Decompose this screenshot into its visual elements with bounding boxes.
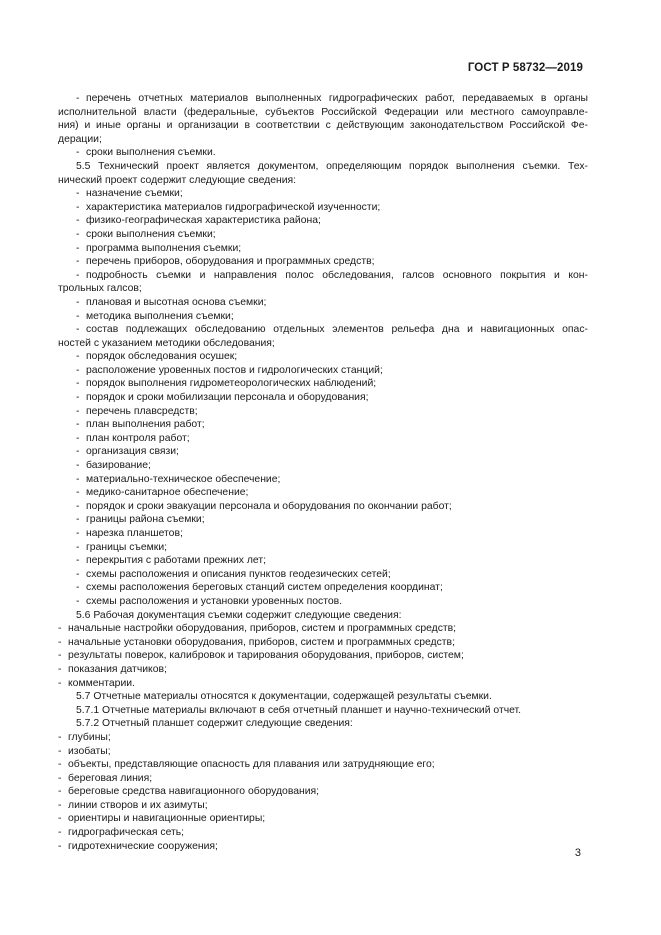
- document-body: [58, 92, 588, 853]
- text-line: 5.7 Отчетные материалы относятся к документации, содержащей результаты съемки.: [76, 691, 492, 703]
- list-item: [58, 677, 588, 691]
- list-dash: -: [76, 364, 80, 376]
- text-line: границы района съемки;: [86, 514, 205, 526]
- list-item: [58, 146, 588, 160]
- list-dash: -: [76, 514, 80, 526]
- text-line: методика выполнения съемки;: [86, 310, 234, 322]
- list-item: [58, 636, 588, 650]
- list-item: [58, 255, 588, 269]
- list-dash: -: [76, 405, 80, 417]
- list-item: [58, 310, 588, 324]
- text-line: изобаты;: [68, 745, 111, 757]
- list-dash: -: [58, 759, 62, 771]
- list-dash: -: [76, 310, 80, 322]
- list-dash: -: [76, 568, 80, 580]
- list-item-continuation: [58, 337, 588, 351]
- text-line: схемы расположения береговых станций систем определения координат;: [86, 582, 443, 594]
- list-dash: -: [58, 786, 62, 798]
- list-dash: -: [58, 772, 62, 784]
- text-line: 5.7.2 Отчетный планшет содержит следующие сведения:: [76, 718, 353, 730]
- list-dash: -: [58, 827, 62, 839]
- list-item: [58, 840, 588, 854]
- text-line: трольных галсов;: [58, 283, 142, 295]
- list-dash: -: [76, 473, 80, 485]
- document-header: ГОСТ Р 58732—2019: [467, 62, 583, 74]
- list-item: [58, 595, 588, 609]
- list-dash: -: [76, 228, 80, 240]
- list-dash: -: [58, 813, 62, 825]
- list-dash: -: [76, 147, 80, 159]
- text-line: глубины;: [68, 731, 111, 743]
- paragraph-line: [58, 690, 588, 704]
- paragraph-line: [58, 160, 588, 174]
- text-line: сроки выполнения съемки;: [86, 228, 216, 240]
- list-item-continuation: [58, 106, 588, 120]
- text-line: план выполнения работ;: [86, 419, 205, 431]
- list-dash: -: [76, 528, 80, 539]
- list-item: [58, 323, 588, 337]
- list-item: [58, 622, 588, 636]
- list-item: [58, 581, 588, 595]
- text-line: перекрытия с работами прежних лет;: [86, 555, 267, 567]
- list-dash: -: [76, 324, 80, 336]
- list-dash: -: [58, 623, 62, 635]
- text-line: назначение съемки;: [86, 188, 183, 200]
- list-item: [58, 568, 588, 582]
- text-line: 5.5 Технический проект является документом, определяющим порядок выполнения съемки. Тех-: [76, 160, 588, 172]
- text-line: ностей с указанием методики обследования;: [58, 337, 275, 349]
- text-line: организация связи;: [86, 446, 179, 458]
- list-item-continuation: [58, 133, 588, 147]
- list-item: [58, 432, 588, 446]
- text-line: характеристика материалов гидрографической изученности;: [86, 201, 381, 213]
- list-dash: -: [58, 731, 62, 743]
- text-line: показания датчиков;: [68, 663, 167, 675]
- list-item: [58, 731, 588, 745]
- list-dash: -: [76, 256, 80, 268]
- list-dash: -: [58, 636, 62, 648]
- list-dash: -: [58, 745, 62, 757]
- list-dash: -: [76, 460, 80, 472]
- list-dash: -: [76, 351, 80, 363]
- text-line: границы съемки;: [86, 541, 168, 553]
- list-item: [58, 649, 588, 663]
- text-line: сроки выполнения съемки.: [86, 147, 216, 159]
- text-line: перечень отчетных материалов выполненных гидрографических работ, передаваемых в органы: [86, 93, 588, 104]
- list-item: [58, 812, 588, 826]
- text-line: перечень плавсредств;: [86, 405, 198, 417]
- text-line: 5.7.1 Отчетные материалы включают в себя отчетный планшет и научно-технический отчет.: [76, 704, 522, 716]
- text-line: линии створов и их азимуты;: [68, 799, 208, 811]
- text-line: дерации;: [58, 133, 102, 145]
- list-dash: -: [76, 419, 80, 431]
- list-item: [58, 785, 588, 799]
- list-item: [58, 92, 588, 106]
- paragraph-line: [58, 174, 588, 188]
- list-dash: -: [76, 93, 80, 104]
- list-dash: -: [76, 296, 80, 308]
- list-item: [58, 242, 588, 256]
- paragraph-line: [58, 609, 588, 623]
- text-line: ориентиры и навигационные ориентиры;: [68, 813, 266, 825]
- text-line: схемы расположения и установки уровенных постов.: [86, 595, 343, 607]
- list-item: [58, 663, 588, 677]
- list-item: [58, 391, 588, 405]
- text-line: начальные настройки оборудования, приборов, систем и программных средств;: [68, 623, 457, 635]
- text-line: порядок и сроки мобилизации персонала и оборудования;: [86, 392, 369, 404]
- list-dash: -: [76, 500, 80, 512]
- list-dash: -: [58, 650, 62, 662]
- text-line: результаты поверок, калибровок и тарирования оборудования, приборов, систем;: [68, 650, 464, 662]
- list-item: [58, 826, 588, 840]
- list-item: [58, 500, 588, 514]
- list-dash: -: [76, 446, 80, 458]
- list-item-continuation: [58, 119, 588, 133]
- list-item: [58, 541, 588, 555]
- list-dash: -: [76, 215, 80, 227]
- list-dash: -: [76, 555, 80, 567]
- text-line: ния) и иные органы и организации в соответствии с действующим законодательством Российской Фе-: [58, 120, 588, 132]
- text-line: начальные установки оборудования, приборов, систем и программных средств;: [68, 636, 455, 648]
- list-dash: -: [76, 582, 80, 594]
- list-item: [58, 459, 588, 473]
- text-line: схемы расположения и описания пунктов геодезических сетей;: [86, 568, 391, 580]
- list-dash: -: [58, 677, 62, 689]
- list-item: [58, 445, 588, 459]
- list-item: [58, 527, 588, 541]
- text-line: расположение уровенных постов и гидрологических станций;: [86, 364, 383, 376]
- text-line: план контроля работ;: [86, 432, 190, 444]
- list-item-continuation: [58, 282, 588, 296]
- paragraph-line: [58, 717, 588, 731]
- list-dash: -: [76, 487, 80, 499]
- list-item: [58, 377, 588, 391]
- text-line: объекты, представляющие опасность для плавания или затрудняющие его;: [68, 759, 435, 771]
- list-item: [58, 269, 588, 283]
- page-number: 3: [574, 847, 581, 859]
- text-line: материально-техническое обеспечение;: [86, 473, 281, 485]
- list-item: [58, 201, 588, 215]
- text-line: 5.6 Рабочая документация съемки содержит следующие сведения:: [76, 609, 402, 621]
- text-line: гидротехнические сооружения;: [68, 840, 218, 852]
- text-line: нический проект содержит следующие сведения:: [58, 174, 297, 186]
- list-item: [58, 187, 588, 201]
- text-line: комментарии.: [68, 677, 135, 689]
- text-line: береговые средства навигационного оборудования;: [68, 786, 320, 798]
- list-dash: -: [76, 392, 80, 404]
- list-item: [58, 772, 588, 786]
- text-line: программа выполнения съемки;: [86, 242, 242, 254]
- text-line: перечень приборов, оборудования и программных средств;: [86, 256, 375, 268]
- list-item: [58, 473, 588, 487]
- list-dash: -: [76, 188, 80, 200]
- text-line: нарезка планшетов;: [86, 528, 183, 539]
- list-dash: -: [76, 432, 80, 444]
- list-item: [58, 350, 588, 364]
- text-line: гидрографическая сеть;: [68, 827, 185, 839]
- list-dash: -: [58, 663, 62, 675]
- text-line: базирование;: [86, 460, 151, 472]
- text-line: состав подлежащих обследованию отдельных элементов рельефа дна и навигационных опас-: [86, 324, 588, 336]
- list-item: [58, 758, 588, 772]
- list-dash: -: [58, 799, 62, 811]
- list-item: [58, 364, 588, 378]
- paragraph-line: [58, 704, 588, 718]
- text-line: порядок обследования осушек;: [86, 351, 238, 363]
- list-dash: -: [76, 595, 80, 607]
- list-dash: -: [76, 242, 80, 254]
- text-line: подробность съемки и направления полос обследования, галсов основного покрытия и кон-: [86, 269, 588, 281]
- list-item: [58, 745, 588, 759]
- list-dash: -: [76, 378, 80, 390]
- list-item: [58, 296, 588, 310]
- list-item: [58, 486, 588, 500]
- text-line: исполнительной власти (федеральные, субъектов Российской Федерации или местного самоуправле-: [58, 106, 588, 118]
- text-line: порядок выполнения гидрометеорологических наблюдений;: [86, 378, 377, 390]
- text-line: порядок и сроки эвакуации персонала и оборудования по окончании работ;: [86, 500, 452, 512]
- text-line: медико-санитарное обеспечение;: [86, 487, 249, 499]
- text-line: береговая линия;: [68, 772, 153, 784]
- list-dash: -: [58, 840, 62, 852]
- list-item: [58, 405, 588, 419]
- list-dash: -: [76, 269, 80, 281]
- list-item: [58, 418, 588, 432]
- text-line: физико-географическая характеристика района;: [86, 215, 321, 227]
- list-item: [58, 214, 588, 228]
- list-dash: -: [76, 541, 80, 553]
- text-line: плановая и высотная основа съемки;: [86, 296, 267, 308]
- list-dash: -: [76, 201, 80, 213]
- list-item: [58, 799, 588, 813]
- list-item: [58, 228, 588, 242]
- list-item: [58, 554, 588, 568]
- list-item: [58, 513, 588, 527]
